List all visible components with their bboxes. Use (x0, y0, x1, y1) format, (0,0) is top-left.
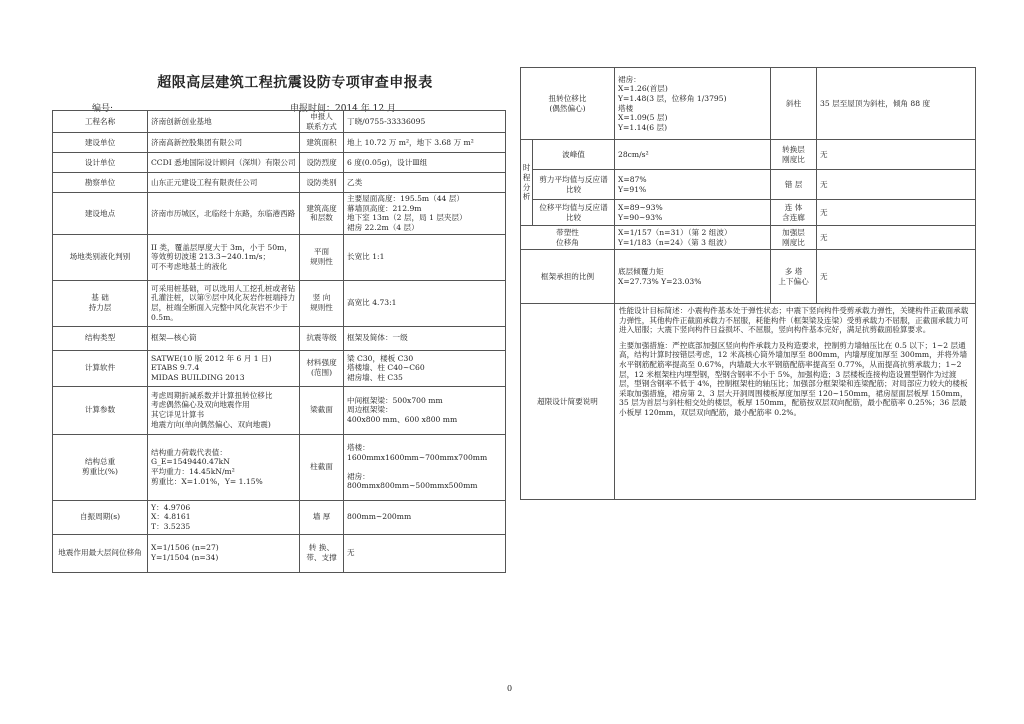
shear-label: 剪力平均值与反应谱比较 (533, 170, 615, 200)
row-label: 材料强度 (范围) (300, 350, 344, 386)
row-value: 济南市历城区，北临经十东路，东临港西路 (148, 193, 300, 234)
peak-value: 28cm/s² (615, 140, 771, 170)
connect-value: 无 (817, 200, 976, 226)
row-label: 勘察单位 (53, 173, 148, 193)
table-row (53, 326, 506, 350)
row-label: 计算软件 (53, 350, 148, 386)
shear-value: X=87% Y=91% (615, 170, 771, 200)
row-label: 设计单位 (53, 153, 148, 173)
row-label: 建设单位 (53, 133, 148, 153)
table-row (53, 133, 506, 153)
row-label: 自振周期(s) (53, 500, 148, 534)
torsion-label: 扭转位移比 (偶然偏心) (521, 68, 615, 140)
design-paragraph-2: 主要加强措施：严控底部加强区竖向构件承载力及构造要求，控制剪力墙轴压比在 0.5 以下；1~2 层通高，结构计算时按错层考虑，12 米高核心筒外墙加厚至 800mm，内墙厚度加厚至 300mm，并将外墙水平钢筋配筋率提高至 0.67%，内墙最大水平钢筋配筋率提高至 0.77%，从而提高抗剪承载力；1~2 层，12 米框架柱内埋型钢，型钢含钢率不小于 5%，加强构造；3 层楼板连接构造设置型钢作为过渡层，型钢含钢率不低于 4%，控制框架柱的轴压比；加强部分框架梁和连梁配筋；对局部应力较大的楼板采取加强措施，裙房第 2、3 层大开洞周围楼板厚度加厚至 120~150mm，裙房屋面层板厚 150mm，35 层为首层与斜柱相交处的楼层，板厚 150mm，配筋按双层双向配筋，最小配筋率 0.25%；36 层最小板厚 120mm，双层双向配筋，最小配筋率 0.2%。 (619, 340, 968, 417)
row-value: 山东正元建设工程有限责任公司 (148, 173, 300, 193)
row-value: 地上 10.72 万 m²，地下 3.68 万 m² (344, 133, 506, 153)
frame-label: 框架承担的比例 (521, 250, 615, 304)
frame-value: 底层倾覆力矩 X=27.73% Y=23.03% (615, 250, 771, 304)
row-label: 建筑高度和层数 (300, 193, 344, 234)
row-label: 柱截面 (300, 434, 344, 500)
apply-time: 申报时间：2014 年 12 月 (290, 104, 396, 114)
row-value: 乙类 (344, 173, 506, 193)
strength-label: 加强层 刚度比 (771, 226, 817, 250)
row-value: 800mm~200mm (344, 500, 506, 534)
row-label: 结构总重 剪重比(%) (53, 434, 148, 500)
row-value: II 类，覆盖层厚度大于 3m，小于 50m，等效剪切波速 213.3~240.1m/s； 可不考虑地基土的液化 (148, 234, 300, 280)
row-value: Y：4.9706 X：4.8161 T：3.5235 (148, 500, 300, 534)
row-value: SATWE(10 版 2012 年 6 月 1 日) ETABS 9.7.4 MIDAS BUILDING 2013 (148, 350, 300, 386)
row-label: 结构类型 (53, 326, 148, 350)
left-table (52, 110, 506, 573)
weak-label: 带塑性 位移角 (521, 226, 615, 250)
table-row (53, 386, 506, 434)
weak-value: X=1/157（n=31）（第 2 组波） Y=1/183（n=24）（第 3 组波） (615, 226, 771, 250)
row-label: 地震作用最大层间位移角 (53, 534, 148, 572)
disp-value: X=89~93% Y=90~93% (615, 200, 771, 226)
row-value: 考虑周期折减系数并计算扭转位移比 考虑偶然偏心及双向地震作用 其它详见计算书 地震方向(单向偶然偏心、双向地震) (148, 386, 300, 434)
row-label: 建筑面积 (300, 133, 344, 153)
row-value: 梁 C30，楼板 C30 塔楼墙、柱 C40~C60 裙房墙、柱 C35 (344, 350, 506, 386)
design-notes (615, 304, 976, 500)
table-row (53, 500, 506, 534)
row-label: 墙 厚 (300, 500, 344, 534)
transfer-value: 无 (817, 140, 976, 170)
row-label: 抗震等级 (300, 326, 344, 350)
table-row (53, 350, 506, 386)
strength-value: 无 (817, 226, 976, 250)
row-value: X=1/1506 (n=27) Y=1/1504 (n=34) (148, 534, 300, 572)
table-row (53, 111, 506, 133)
row-label: 申报人 联系方式 (300, 111, 344, 133)
disp-label: 位移平均值与反应谱比较 (533, 200, 615, 226)
row-value: 中间框架梁：500x700 mm 周边框架梁： 400x800 mm、600 x800 mm (344, 386, 506, 434)
table-row (53, 434, 506, 500)
multi-label: 多 塔 上下偏心 (771, 250, 817, 304)
table-row (53, 173, 506, 193)
row-value: 无 (344, 534, 506, 572)
row-value: 济南创新创业基地 (148, 111, 300, 133)
row-label: 场地类别液化判别 (53, 234, 148, 280)
design-label: 超限设计简要说明 (521, 304, 615, 500)
row-label: 平面 规则性 (300, 234, 344, 280)
time-history-label: 时 程 分 析 (521, 140, 533, 226)
table-row (53, 534, 506, 572)
row-value: 塔楼： 1600mmx1600mm~700mmx700mm 裙房： 800mmx800mm~500mmx500mm (344, 434, 506, 500)
offset-label: 错 层 (771, 170, 817, 200)
row-label: 设防类别 (300, 173, 344, 193)
row-label: 计算参数 (53, 386, 148, 434)
row-label: 基 础 持力层 (53, 280, 148, 326)
offset-value: 无 (817, 170, 976, 200)
row-label: 竖 向 规则性 (300, 280, 344, 326)
table-row (53, 193, 506, 234)
row-label: 转 换、 带、支撑 (300, 534, 344, 572)
row-label: 工程名称 (53, 111, 148, 133)
peak-label: 波峰值 (533, 140, 615, 170)
row-value: 主要屋面高度：195.5m（44 层） 幕墙顶高度：212.9m 地下室 13m（2 层，局 1 层夹层） 裙房 22.2m（4 层） (344, 193, 506, 234)
row-label: 设防烈度 (300, 153, 344, 173)
row-value: 济南高新控股集团有限公司 (148, 133, 300, 153)
row-value: 结构重力荷载代表值： G_E=1549440.47kN 平均重力：14.45kN/m² 剪重比：X=1.01%，Y= 1.15% (148, 434, 300, 500)
transfer-label: 转换层 刚度比 (771, 140, 817, 170)
table-row (53, 153, 506, 173)
number-label: 编号: (92, 104, 114, 114)
row-value: 丁晓/0755-33336095 (344, 111, 506, 133)
row-value: 框架及简体：一级 (344, 326, 506, 350)
row-value: 高宽比 4.73:1 (344, 280, 506, 326)
right-table (520, 67, 976, 500)
connect-label: 连 体 含连廊 (771, 200, 817, 226)
table-row (53, 280, 506, 326)
row-value: 长宽比 1:1 (344, 234, 506, 280)
multi-value: 无 (817, 250, 976, 304)
diag-value: 35 层至屋顶为斜柱，倾角 88 度 (817, 68, 976, 140)
row-label: 建设地点 (53, 193, 148, 234)
row-value: 可采用桩基础，可以选用人工挖孔桩或者钻孔灌注桩，以第⑨层中风化灰岩作桩端持力层，桩端全断面入完整中风化灰岩不少于 0.5m。 (148, 280, 300, 326)
page-title: 超限高层建筑工程抗震设防专项审查申报表 (157, 75, 433, 91)
design-paragraph-1: 性能设计目标简述：小震构件基本处于弹性状态；中震下竖向构件受剪承载力弹性，关键构件正截面承载力弹性，其他构件正截面承载力不屈服，耗能构件（框架梁及连梁）受剪承载力不屈服，正截面承载力可进入屈服；大震下竖向构件日益损坏、不屈服，竖向构件基本完好，满足抗剪截面验算要求。 (619, 306, 969, 335)
page-number: 0 (507, 684, 513, 693)
torsion-value: 裙房： X=1.26(首层) Y=1.48(3 层，位移角 1/3795) 塔楼 X=1.09(5 层) Y=1.14(6 层) (615, 68, 771, 140)
row-value: CCDI 悉地国际设计顾问（深圳）有限公司 (148, 153, 300, 173)
diag-label: 斜柱 (771, 68, 817, 140)
row-value: 框架—核心筒 (148, 326, 300, 350)
row-label: 梁截面 (300, 386, 344, 434)
row-value: 6 度(0.05g)，设计Ⅲ组 (344, 153, 506, 173)
table-row (53, 234, 506, 280)
